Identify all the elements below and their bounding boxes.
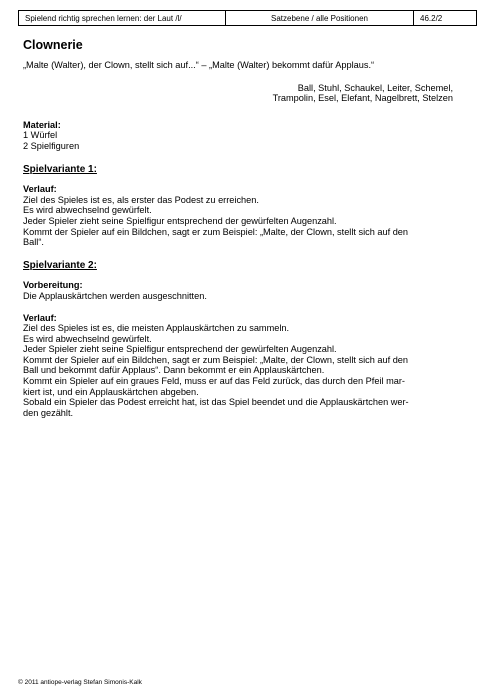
variant-2-line: kiert ist, und ein Applauskärtchen abgeben. [23, 386, 199, 397]
variant-2-verlauf-label: Verlauf: [23, 312, 57, 323]
variant-1-line: Es wird abwechselnd gewürfelt. [23, 205, 152, 216]
variant-2-line: Ziel des Spieles ist es, die meisten Applauskärtchen zu sammeln. [23, 323, 290, 334]
variant-2-line: den gezählt. [23, 407, 74, 418]
variant-1-line: Kommt der Spieler auf ein Bildchen, sagt er zum Beispiel: „Malte, der Clown, stellt sich auf den [23, 226, 409, 237]
variant-2-line: Ball und bekommt dafür Applaus“. Dann bekommt er ein Applauskärtchen. [23, 365, 325, 376]
variant-1-verlauf-label: Verlauf: [23, 184, 57, 195]
variant-1-line: Ziel des Spieles ist es, als erster das Podest zu erreichen. [23, 194, 259, 205]
material-label: Material: [23, 119, 61, 130]
header-page-number: 46.2/2 [420, 13, 443, 23]
word-list [23, 83, 453, 104]
material-item: 2 Spielfiguren [23, 140, 80, 151]
example-sentence: „Malte (Walter), der Clown, stellt sich auf...“ – „Malte (Walter) bekommt dafür Applaus.“ [23, 60, 375, 70]
material-item: 1 Würfel [23, 130, 58, 141]
page-header [18, 10, 477, 26]
page-title: Clownerie [23, 38, 83, 52]
variant-1-line: Ball“. [23, 237, 44, 248]
variant-1-heading: Spielvariante 1: [23, 163, 97, 175]
variant-1-line: Jeder Spieler zieht seine Spielfigur entsprechend der gewürfelten Augenzahl. [23, 215, 337, 226]
variant-2-line: Kommt der Spieler auf ein Bildchen, sagt er zum Beispiel: „Malte, der Clown, stellt sich auf den [23, 354, 409, 365]
document-body [23, 38, 453, 418]
header-series-title: Spielend richtig sprechen lernen: der Laut /l/ [19, 11, 226, 25]
variant-2-line: Sobald ein Spieler das Podest erreicht hat, ist das Spiel beendet und die Applauskärtchen wer- [23, 397, 409, 408]
variant-2-line: Jeder Spieler zieht seine Spielfigur entsprechend der gewürfelten Augenzahl. [23, 344, 337, 355]
copyright-footer: © 2011 antiope-verlag Stefan Simonis-Kalk [18, 679, 142, 686]
word-list-line-1: Ball, Stuhl, Schaukel, Leiter, Schemel, [297, 82, 453, 93]
variant-2-line: Es wird abwechselnd gewürfelt. [23, 333, 152, 344]
variant-2-heading: Spielvariante 2: [23, 259, 97, 271]
header-level: Satzebene / alle Positionen [226, 11, 414, 25]
word-list-line-2: Trampolin, Esel, Elefant, Nagelbrett, Stelzen [272, 93, 453, 104]
variant-2-vorbereitung-text: Die Applauskärtchen werden ausgeschnitten. [23, 290, 207, 301]
variant-2-vorbereitung-label: Vorbereitung: [23, 280, 83, 291]
variant-2-line: Kommt ein Spieler auf ein graues Feld, muss er auf das Feld zurück, das durch den Pfeil mar- [23, 376, 405, 387]
